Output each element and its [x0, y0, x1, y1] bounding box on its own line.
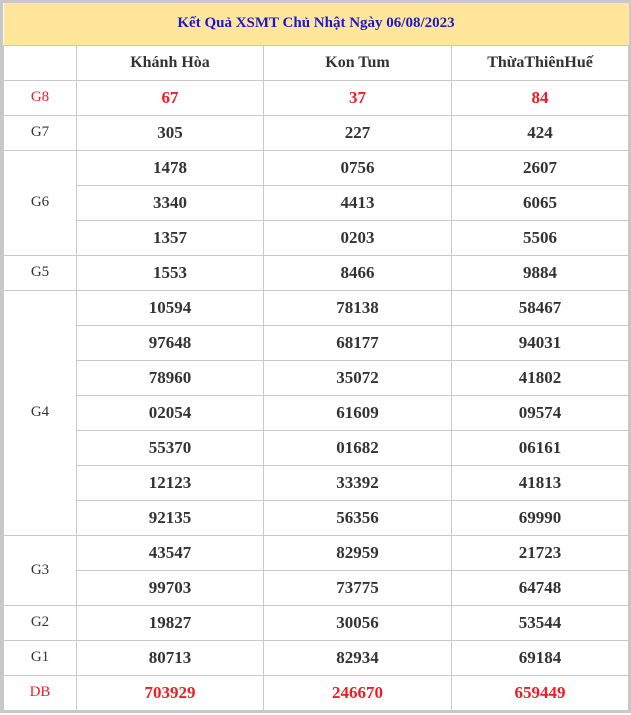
prize-number: 61609 — [264, 395, 452, 430]
prize-label: G5 — [4, 255, 77, 290]
prize-number: 1478 — [77, 150, 264, 185]
prize-label: G6 — [4, 150, 77, 255]
table-row — [4, 640, 629, 675]
table-row — [4, 430, 629, 465]
prize-number: 0203 — [264, 220, 452, 255]
table-row — [4, 185, 629, 220]
prize-number: 01682 — [264, 430, 452, 465]
prize-number: 53544 — [452, 605, 629, 640]
prize-number: 55370 — [77, 430, 264, 465]
table-row — [4, 290, 629, 325]
prize-number: 9884 — [452, 255, 629, 290]
prize-number: 10594 — [77, 290, 264, 325]
prize-number: 21723 — [452, 535, 629, 570]
table-row — [4, 465, 629, 500]
prize-number: 2607 — [452, 150, 629, 185]
table-row — [4, 500, 629, 535]
table-row — [4, 675, 629, 710]
prize-number: 424 — [452, 115, 629, 150]
prize-number: 92135 — [77, 500, 264, 535]
prize-number: 09574 — [452, 395, 629, 430]
prize-number: 659449 — [452, 675, 629, 710]
prize-number: 246670 — [264, 675, 452, 710]
prize-label: G8 — [4, 80, 77, 115]
table-row — [4, 115, 629, 150]
prize-number: 5506 — [452, 220, 629, 255]
table-row — [4, 605, 629, 640]
prize-number: 73775 — [264, 570, 452, 605]
table-title: Kết Quả XSMT Chủ Nhật Ngày 06/08/2023 — [4, 3, 629, 45]
prize-number: 8466 — [264, 255, 452, 290]
prize-number: 78960 — [77, 360, 264, 395]
prize-number: 703929 — [77, 675, 264, 710]
prize-number: 80713 — [77, 640, 264, 675]
header-row — [4, 45, 629, 80]
table-row — [4, 220, 629, 255]
prize-number: 68177 — [264, 325, 452, 360]
prize-number: 1357 — [77, 220, 264, 255]
prize-number: 33392 — [264, 465, 452, 500]
prize-number: 19827 — [77, 605, 264, 640]
prize-number: 4413 — [264, 185, 452, 220]
header-province: Kon Tum — [264, 45, 452, 80]
prize-label: G1 — [4, 640, 77, 675]
prize-number: 64748 — [452, 570, 629, 605]
prize-number: 35072 — [264, 360, 452, 395]
prize-number: 12123 — [77, 465, 264, 500]
prize-number: 02054 — [77, 395, 264, 430]
table-row — [4, 325, 629, 360]
prize-number: 58467 — [452, 290, 629, 325]
table-row — [4, 80, 629, 115]
prize-label: G7 — [4, 115, 77, 150]
prize-number: 99703 — [77, 570, 264, 605]
table-row — [4, 255, 629, 290]
prize-number: 3340 — [77, 185, 264, 220]
prize-number: 69184 — [452, 640, 629, 675]
prize-label: DB — [4, 675, 77, 710]
prize-number: 30056 — [264, 605, 452, 640]
prize-number: 84 — [452, 80, 629, 115]
prize-label: G4 — [4, 290, 77, 535]
prize-number: 94031 — [452, 325, 629, 360]
prize-number: 69990 — [452, 500, 629, 535]
prize-number: 43547 — [77, 535, 264, 570]
prize-number: 227 — [264, 115, 452, 150]
prize-number: 41802 — [452, 360, 629, 395]
prize-number: 82959 — [264, 535, 452, 570]
prize-number: 78138 — [264, 290, 452, 325]
prize-label: G3 — [4, 535, 77, 605]
lottery-results-table — [3, 3, 629, 711]
prize-number: 06161 — [452, 430, 629, 465]
prize-number: 6065 — [452, 185, 629, 220]
table-row — [4, 570, 629, 605]
prize-number: 56356 — [264, 500, 452, 535]
header-province: Khánh Hòa — [77, 45, 264, 80]
header-province: ThừaThiênHuế — [452, 45, 629, 80]
header-empty — [4, 45, 77, 80]
title-row — [4, 3, 629, 45]
prize-number: 82934 — [264, 640, 452, 675]
table-row — [4, 395, 629, 430]
prize-number: 41813 — [452, 465, 629, 500]
prize-number: 97648 — [77, 325, 264, 360]
prize-number: 305 — [77, 115, 264, 150]
prize-number: 0756 — [264, 150, 452, 185]
table-row — [4, 150, 629, 185]
table-row — [4, 360, 629, 395]
prize-label: G2 — [4, 605, 77, 640]
prize-number: 1553 — [77, 255, 264, 290]
prize-number: 67 — [77, 80, 264, 115]
prize-number: 37 — [264, 80, 452, 115]
table-row — [4, 535, 629, 570]
